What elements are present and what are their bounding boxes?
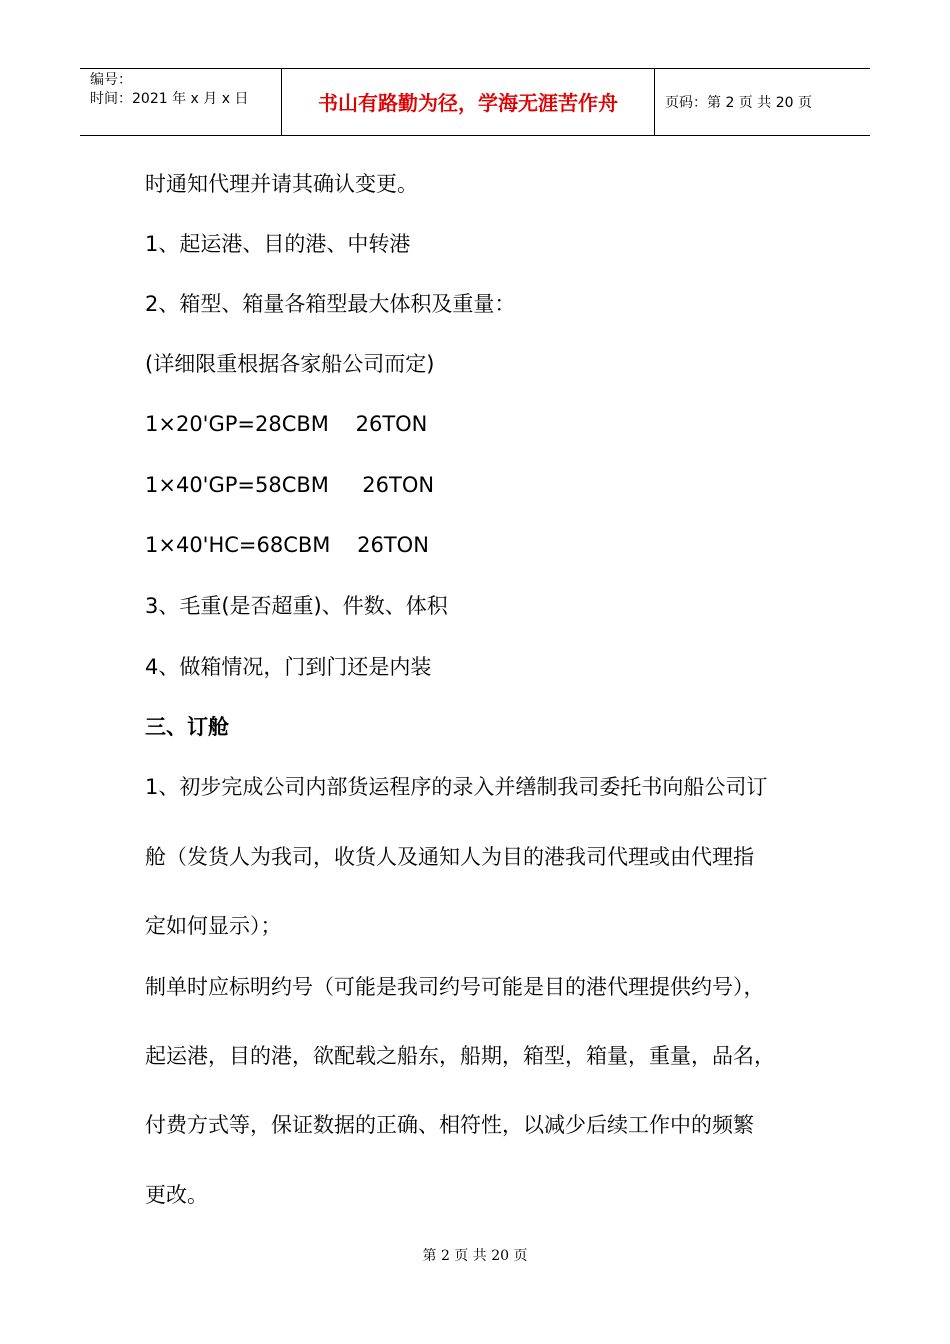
body-line-6: 1×40'GP=58CBM 26TON [145,473,435,497]
body-line-1: 时通知代理并请其确认变更。 [145,172,418,196]
body-line-15: 起运港，目的港，欲配载之船东，船期，箱型，箱量，重量，品名， [145,1044,775,1068]
header-top-rule [80,68,870,69]
section-heading: 三、订舱 [145,715,229,739]
body-line-12: 舱（发货人为我司，收货人及通知人为目的港我司代理或由代理指 [145,845,754,869]
header-motto: 书山有路勤为径，学海无涯苦作舟 [318,91,618,115]
body-line-11: 1、初步完成公司内部货运程序的录入并缮制我司委托书向船公司订 [145,775,768,799]
body-line-17: 更改。 [145,1183,208,1207]
header-date-label: 时间：2021 年 x 月 x 日 [90,91,249,107]
body-line-2: 1、起运港、目的港、中转港 [145,232,411,256]
header-number-label: 编号： [90,72,132,88]
header-divider-right [654,68,655,136]
body-line-14: 制单时应标明约号（可能是我司约号可能是目的港代理提供约号）， [145,975,765,999]
body-line-8: 3、毛重(是否超重)、件数、体积 [145,594,448,618]
body-line-5: 1×20'GP=28CBM 26TON [145,412,428,436]
body-line-4: (详细限重根据各家船公司而定) [145,352,435,376]
body-line-13: 定如何显示）； [145,914,282,938]
footer-page-number: 第 2 页 共 20 页 [422,1248,528,1264]
header-bottom-rule [80,135,870,136]
body-line-9: 4、做箱情况，门到门还是内装 [145,655,432,679]
body-line-16: 付费方式等，保证数据的正确、相符性，以减少后续工作中的频繁 [145,1113,754,1137]
body-line-7: 1×40'HC=68CBM 26TON [145,533,429,557]
body-line-3: 2、箱型、箱量各箱型最大体积及重量： [145,292,516,316]
header-page-label: 页码：第 2 页 共 20 页 [665,95,812,111]
